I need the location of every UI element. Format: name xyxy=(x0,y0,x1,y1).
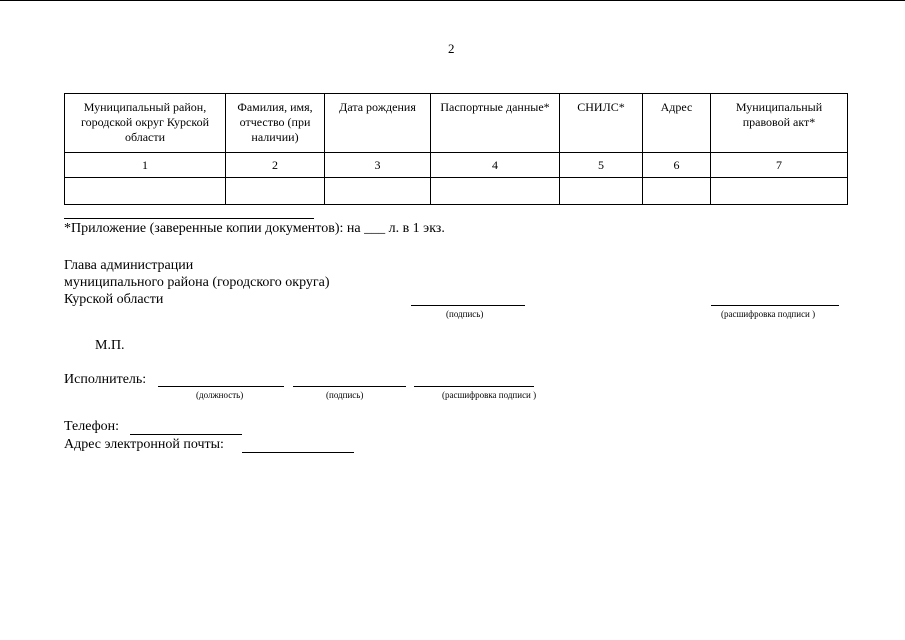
table-empty-row xyxy=(65,178,848,205)
footnote-divider xyxy=(64,218,314,219)
table-header-cell: Муниципальный правовой акт* xyxy=(711,94,848,153)
attachment-footnote: *Приложение (заверенные копии документов): на ___ л. в 1 экз. xyxy=(64,221,445,236)
table-number-cell: 3 xyxy=(325,153,431,178)
table-input-cell[interactable] xyxy=(560,178,643,205)
executor-position-line[interactable] xyxy=(158,386,284,387)
table-input-cell[interactable] xyxy=(65,178,226,205)
email-input-line[interactable] xyxy=(242,452,354,453)
executor-decode-caption: (расшифровка подписи ) xyxy=(442,390,537,400)
table-header-cell: Паспортные данные* xyxy=(431,94,560,153)
table-input-cell[interactable] xyxy=(226,178,325,205)
table-number-cell: 1 xyxy=(65,153,226,178)
head-decode-line[interactable] xyxy=(711,305,839,306)
table-header-row xyxy=(65,94,848,153)
executor-decode-line[interactable] xyxy=(414,386,534,387)
page-top-border xyxy=(0,0,905,1)
table-input-cell[interactable] xyxy=(431,178,560,205)
executor-position-caption: (должность) xyxy=(196,390,244,400)
table-input-cell[interactable] xyxy=(325,178,431,205)
table-header-cell: Дата рождения xyxy=(325,94,431,153)
table-header-cell: СНИЛС* xyxy=(560,94,643,153)
table-number-cell: 4 xyxy=(431,153,560,178)
stamp-place: М.П. xyxy=(95,338,125,353)
executor-label: Исполнитель: xyxy=(64,372,147,387)
data-table xyxy=(64,93,848,205)
page-number: 2 xyxy=(448,41,455,56)
table-number-row xyxy=(65,153,848,178)
table-input-cell[interactable] xyxy=(711,178,848,205)
table-header-cell: Фамилия, имя, отчество (при наличии) xyxy=(226,94,325,153)
table-header-cell: Муниципальный район, городской округ Курской области xyxy=(65,94,226,153)
table-number-cell: 5 xyxy=(560,153,643,178)
table-header-cell: Адрес xyxy=(643,94,711,153)
executor-signature-line[interactable] xyxy=(293,386,406,387)
table-input-cell[interactable] xyxy=(643,178,711,205)
head-title-line: муниципального района (городского округа) xyxy=(64,275,330,290)
executor-signature-caption: (подпись) xyxy=(326,390,364,400)
table-number-cell: 6 xyxy=(643,153,711,178)
head-title-line: Курской области xyxy=(64,292,164,307)
head-decode-caption: (расшифровка подписи ) xyxy=(721,309,816,319)
phone-input-line[interactable] xyxy=(130,434,242,435)
head-of-administration-block xyxy=(64,257,330,308)
phone-label: Телефон: xyxy=(64,419,120,434)
table-number-cell: 7 xyxy=(711,153,848,178)
table-number-cell: 2 xyxy=(226,153,325,178)
email-label: Адрес электронной почты: xyxy=(64,437,224,452)
head-signature-caption: (подпись) xyxy=(446,309,484,319)
head-title-line: Глава администрации xyxy=(64,258,194,273)
head-signature-line[interactable] xyxy=(411,305,525,306)
